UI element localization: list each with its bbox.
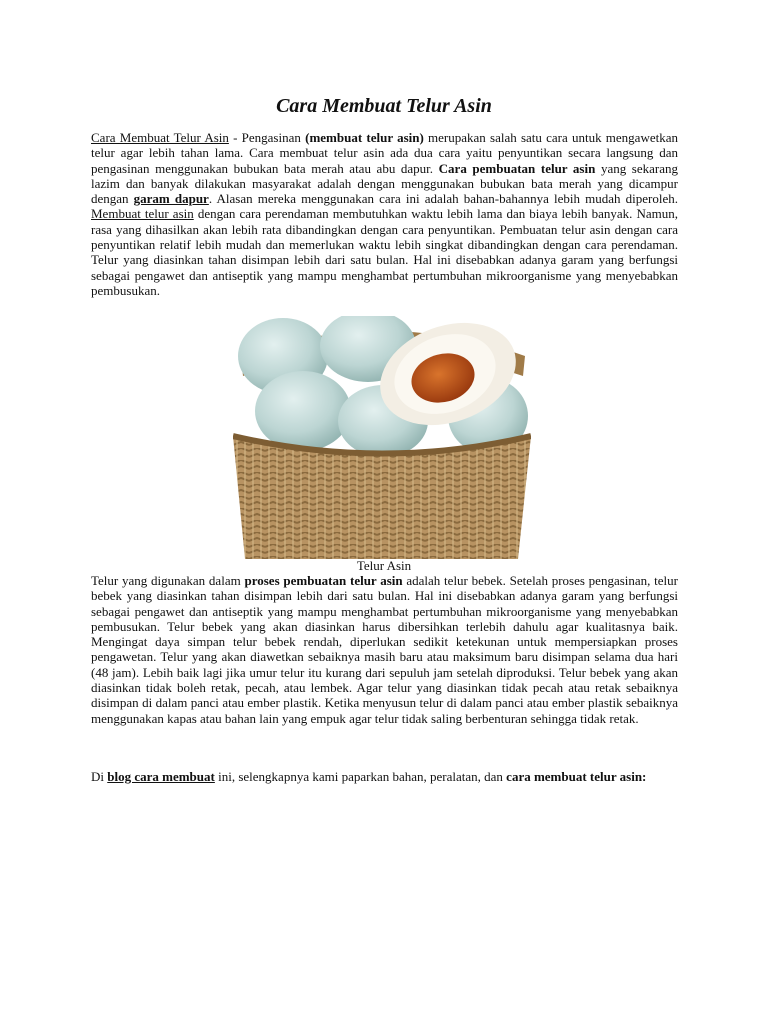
bold-span: (membuat telur asin) (305, 130, 424, 145)
link-blog-cara-membuat[interactable]: blog cara membuat (107, 769, 215, 784)
link-garam-dapur[interactable]: garam dapur (133, 191, 209, 207)
document-title: Cara Membuat Telur Asin (276, 95, 492, 117)
paragraph-blog (91, 769, 678, 784)
salted-eggs-image (233, 316, 531, 559)
text-span: Telur yang digunakan dalam (91, 573, 245, 588)
text-span: Di (91, 769, 108, 784)
text-span: yang sekarang lazim dan banyak dilakukan masyarakat adalah dengan menggunakan bubukan bata merah yang dicampur dengan (91, 160, 679, 207)
image-caption: Telur Asin (356, 558, 412, 573)
link-cara-membuat-telur-asin[interactable]: Cara Membuat Telur Asin (91, 130, 229, 145)
text-span: merupakan salah satu cara untuk mengawetkan telur agar lebih tahan lama. Cara membuat telur asin ada dua cara yaitu penyuntikan secara langsung dan pengasinan menggunakan bubukan bata merah atau abu dapur. (91, 130, 678, 176)
bold-span: proses pembuatan telur asin (244, 573, 403, 588)
bold-span: Cara pembuatan telur asin (438, 160, 596, 176)
link-membuat-telur-asin[interactable]: Membuat telur asin (91, 206, 194, 222)
paragraph-intro (91, 130, 678, 298)
paragraph-eggs (91, 573, 678, 726)
text-span: dengan cara perendaman membutuhkan waktu lebih lama dan biaya lebih banyak. Namun, rasa yang dihasilkan akan lebih rata dibandingkan dengan cara penyuntikan. Pembuatan telur asin dengan cara penyuntikan relatif lebih mudah dan memerlukan waktu lebih singkat dibandingkan dengan cara perendaman. Telur yang diasinkan tahan disimpan lebih dari satu bulan. Hal ini disebabkan adanya garam yang berfungsi sebagai pengawet dan antiseptik yang mampu menghambat pertumbuhan mikroorganisme yang menyebabkan pembusukan. (91, 206, 678, 298)
text-span: . Alasan mereka menggunakan cara ini adalah bahan-bahannya lebih mudah diperoleh. (208, 191, 678, 207)
text-span: adalah telur bebek. Setelah proses pengasinan, telur bebek yang diasinkan tahan disimpan lebih dari satu bulan. Hal ini disebabkan adanya garam yang berfungsi sebagai pengawet dan antiseptik yang mampu menghambat pertumbuhan mikroorganisme yang menyebabkan pembusukan. Telur bebek yang akan diasinkan harus dibersihkan terlebih dahulu agar kualitasnya baik. Mengingat daya simpan telur bebek rendah, diperlukan sedikit ketekunan untuk mempersiapkan proses pengawetan. Telur yang akan diawetkan sebaiknya masih baru atau maksimum baru disimpan selama dua hari (48 jam). Lebih baik lagi jika umur telur itu kurang dari sepuluh jam setelah diproduksi. Telur bebek yang akan diasinkan tidak boleh retak, pecah, atau lembek. Agar telur yang diasinkan tidak pecah atau retak sebaiknya disimpan di dalam panci atau ember plastik. Ketika menyusun telur di dalam panci atau ember plastik sebaiknya menggunakan kapas atau bahan lain yang empuk agar telur tidak saling berbenturan sehingga tidak retak. (91, 573, 678, 726)
text-span: - Pengasinan (228, 130, 306, 145)
bold-span: cara membuat telur asin: (506, 769, 647, 784)
text-span: ini, selengkapnya kami paparkan bahan, peralatan, dan (214, 769, 507, 784)
